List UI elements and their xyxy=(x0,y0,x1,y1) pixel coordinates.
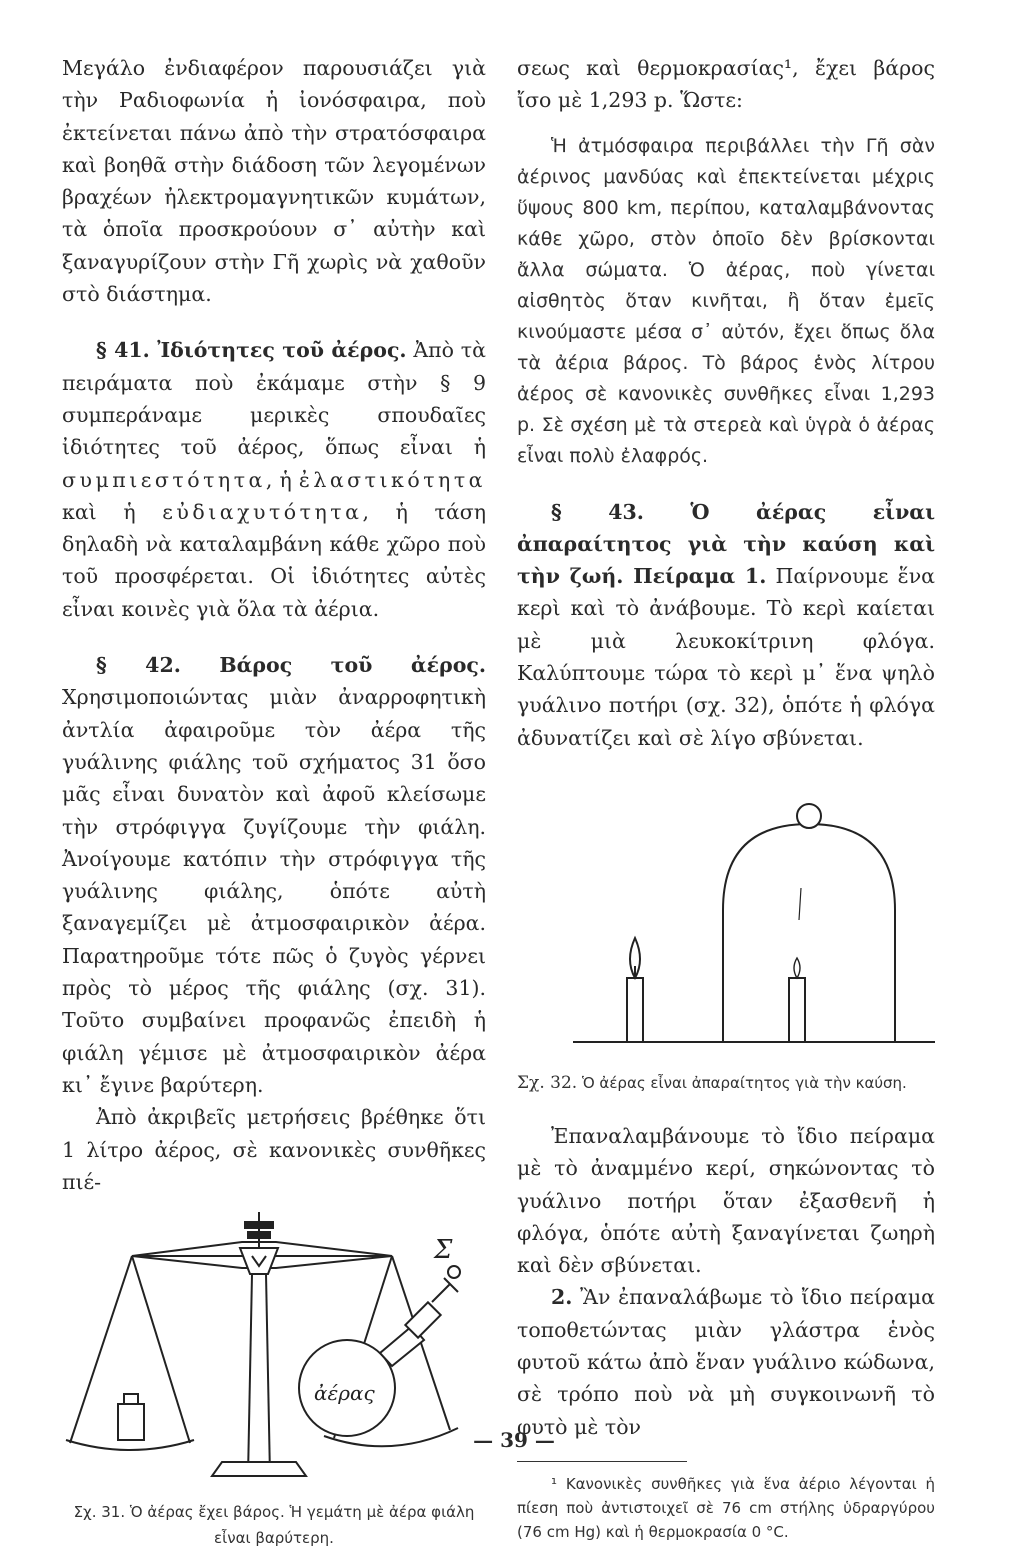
section-43-title: § 43. Ὁ ἀέρας εἶναι ἀπαραίτητος γιὰ τὴν καύση καὶ τὴν ζωή. Πείραμα 1. xyxy=(517,499,935,589)
left-column xyxy=(62,52,486,1551)
repeat-experiment-paragraph: Ἐπαναλαμβάνουμε τὸ ἴδιο πείραμα μὲ τὸ ἀναμμένο κερί, σηκώνοντας τὸ γυάλινο ποτήρι ὅταν ἐξασθενῆ ἡ φλόγα, ὁπότε αὐτὴ ξαναγίνεται ζωηρὴ καὶ δὲν σβύνεται. xyxy=(517,1123,935,1278)
page-number: — 39 — xyxy=(473,1428,555,1452)
figure-31-air-label: ἀέρας xyxy=(314,1381,375,1406)
summary-box: Ἡ ἀτμόσφαιρα περιβάλλει τὴν Γῆ σὰν ἀέρινος μανδύας καὶ ἐπεκτείνεται μέχρις ὕψους 800 km, περίπου, καταλαμβάνοντας κάθε χῶρο, στὸν ὁποῖο δὲν βρίσκονται ἄλλα σώματα. Ὁ ἀέρας, ποὺ γίνεται αἰσθητὸς ὅταν κινῆται, ἢ ὅταν ἐμεῖς κινούμαστε μέσα σ᾽ αὐτόν, ἔχει ὅπως ὅλα τὰ ἀέρια βάρος. Τὸ βάρος ἑνὸς λίτρου ἀέρος σὲ κανονικὲς συνθῆκες εἶναι 1,293 p. Σὲ σχέση μὲ τὰ στερεὰ καὶ ὑγρὰ ὁ ἀέρας εἶναι πολὺ ἐλαφρός. xyxy=(517,134,935,467)
experiment-2: 2. Ἂν ἐπαναλάβωμε τὸ ἴδιο πείραμα τοποθετώντας μιὰν γλάστρα ἑνὸς φυτοῦ κάτω ἀπὸ ἕναν γυάλινο κώδωνα, σὲ τρόπο ποὺ νὰ μὴ συγκοινωνῆ τὸ φυτὸ μὲ τὸν xyxy=(517,1285,935,1439)
section-41: § 41. Ἰδιότητες τοῦ ἀέρος. Ἀπὸ τὰ πειράματα ποὺ ἐκάμαμε στὴν § 9 συμπεράναμε μερικὲς σπουδαῖες ἰδιότητες τοῦ ἀέρος, ὅπως εἶναι ἡ συμπιεστότητα, ἡ ἐλαστικότητα καὶ ἡ εὐδιαχυτότητα, ἡ τάση δηλαδὴ νὰ καταλαμβάνη κάθε χῶρο ποὺ τοῦ προσφέρεται. Οἱ ἰδιότητες αὐτὲς εἶναι κοινὲς γιὰ ὅλα τὰ ἀέρια. xyxy=(62,338,486,621)
footnote: ¹ Κανονικὲς συνθῆκες γιὰ ἕνα ἀέριο λέγονται ἡ πίεση ποὺ ἀντιστοιχεῖ σὲ 76 cm στήλης ὑδραργύρου (76 cm Hg) καὶ ἡ θερμοκρασία 0 °C. xyxy=(517,1474,935,1541)
figure-32-candle-bell xyxy=(517,770,935,1070)
right-column xyxy=(517,52,935,1544)
section-41-title: § 41. Ἰδιότητες τοῦ ἀέρος. xyxy=(96,338,407,363)
figure-31-sigma-label: Σ xyxy=(434,1235,453,1266)
section-43: § 43. Ὁ ἀέρας εἶναι ἀπαραίτητος γιὰ τὴν καύση καὶ τὴν ζωή. Πείραμα 1. Παίρνουμε ἕνα κερὶ καὶ τὸ ἀνάβουμε. Τὸ κερὶ καίεται μὲ μιὰ λευκοκίτρινη φλόγα. Καλύπτουμε τώρα τὸ κερὶ μ᾽ ἕνα ψηλὸ γυάλινο ποτήρι (σχ. 32), ὁπότε ἡ φλόγα ἀδυνατίζει καὶ σὲ λίγο σβύνεται. xyxy=(517,499,935,750)
figure-32-caption: Σχ. 32. Ὁ ἀέρας εἶναι ἀπαραίτητος γιὰ τὴν καύση. xyxy=(517,1072,907,1093)
continuation-paragraph: σεως καὶ θερμοκρασίας¹, ἔχει βάρος ἴσο μὲ 1,293 p. Ὥστε: xyxy=(517,56,935,113)
figure-31-caption: Σχ. 31. Ὁ ἀέρας ἔχει βάρος. Ἡ γεμάτη μὲ ἀέρα φιάλη εἶναι βαρύτερη. xyxy=(73,1503,475,1548)
footnote-rule xyxy=(517,1461,687,1462)
paragraph-radio: Μεγάλο ἐνδιαφέρον παρουσιάζει γιὰ τὴν Ραδιοφωνία ἡ ἰονόσφαιρα, ποὺ ἐκτείνεται πάνω ἀπὸ τὴν στρατόσφαιρα καὶ βοηθᾶ στὴν διάδοση τῶν λεγομένων βραχέων ἠλεκτρομαγνητικῶν κυμάτων, τὰ ὁποῖα προσκρούουν σ᾽ αὐτὴν καὶ ξαναγυρίζουν στὴν Γῆ χωρὶς νὰ χαθοῦν στὸ διάστημα. xyxy=(62,56,486,307)
section-42-title: § 42. Βάρος τοῦ ἀέρος. xyxy=(96,653,486,678)
section-42-measurement: Ἀπὸ ἀκριβεῖς μετρήσεις βρέθηκε ὅτι 1 λίτρο ἀέρος, σὲ κανονικὲς συνθῆκες πιέ- xyxy=(62,1105,486,1194)
section-42: § 42. Βάρος τοῦ ἀέρος. Χρησιμοποιώντας μιὰν ἀναρροφητικὴ ἀντλία ἀφαιροῦμε τὸν ἀέρα τῆς γυάλινης φιάλης τοῦ σχήματος 31 ὅσο μᾶς εἶναι δυνατὸν καὶ ἀφοῦ κλείσωμε τὴν στρόφιγγα ζυγίζουμε τὴν φιάλη. Ἀνοίγουμε κατόπιν τὴν στρόφιγγα τῆς γυάλινης φιάλης, ὁπότε αὐτὴ ξαναγεμίζει μὲ ἀτμοσφαιρικὸν ἀέρα. Παρατηροῦμε τότε πῶς ὁ ζυγὸς γέρνει πρὸς τὸ μέρος τῆς φιάλης (σχ. 31). Τοῦτο συμβαίνει προφανῶς ἐπειδὴ ἡ φιάλη γέμισε μὲ ἀτμοσφαιρικὸν ἀέρα κι᾽ ἔγινε βαρύτερη. xyxy=(62,653,486,1097)
